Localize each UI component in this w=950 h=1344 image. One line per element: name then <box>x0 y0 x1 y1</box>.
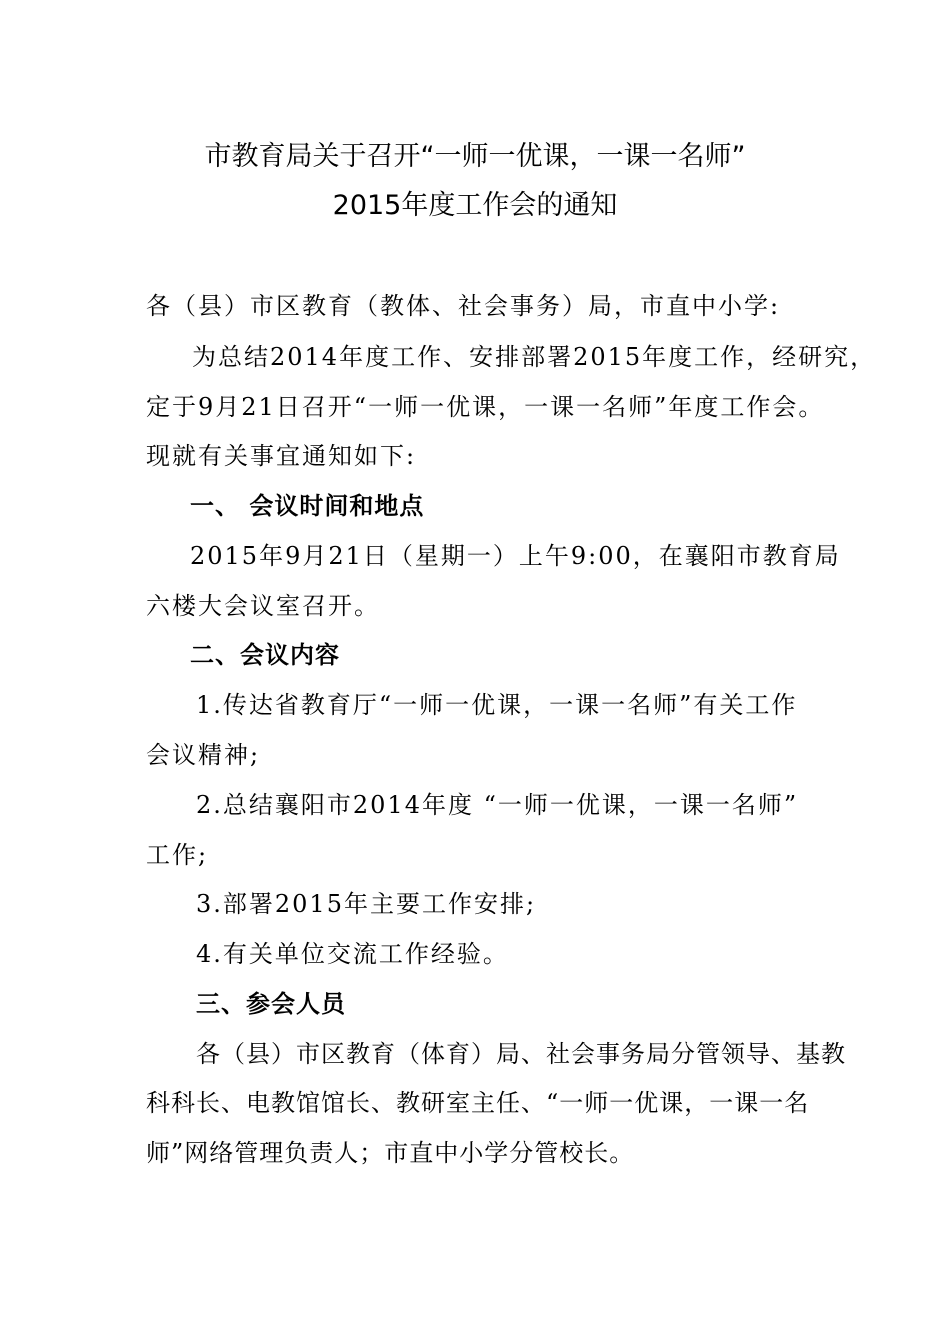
salutation: 各（县）市区教育（教体、社会事务）局，市直中小学: <box>146 292 781 320</box>
section-2-item-1-cont: 会议精神; <box>146 741 261 769</box>
section-2-item-2-cont: 工作; <box>146 841 209 869</box>
section-2-item-1: 1.传达省教育厅“一师一优课，一课一名师”有关工作 <box>196 691 798 719</box>
section-3-line-1: 各（县）市区教育（体育）局、社会事务局分管领导、基教 <box>196 1040 846 1068</box>
section-2-heading: 二、会议内容 <box>190 641 340 669</box>
section-1-heading: 一、 会议时间和地点 <box>190 492 425 520</box>
section-2-item-4: 4.有关单位交流工作经验。 <box>196 940 509 968</box>
section-3-line-2: 科科长、电教馆馆长、教研室主任、“一师一优课，一课一名 <box>146 1089 810 1117</box>
intro-line-3: 现就有关事宜通知如下: <box>146 442 417 470</box>
document-title-line-2: 2015年度工作会的通知 <box>332 190 618 221</box>
intro-line-2: 定于9月21日召开“一师一优课，一课一名师”年度工作会。 <box>146 393 825 421</box>
section-1-line-2: 六楼大会议室召开。 <box>146 592 380 620</box>
section-3-heading: 三、参会人员 <box>196 990 346 1018</box>
section-1-line-1: 2015年9月21日（星期一）上午9:00，在襄阳市教育局 <box>190 542 841 570</box>
intro-line-1: 为总结2014年度工作、安排部署2015年度工作，经研究， <box>192 343 877 371</box>
document-title-line-1: 市教育局关于召开“一师一优课，一课一名师” <box>204 141 746 172</box>
section-3-line-3: 师”网络管理负责人；市直中小学分管校长。 <box>146 1139 635 1167</box>
section-2-item-2: 2.总结襄阳市2014年度 “一师一优课，一课一名师” <box>196 791 799 819</box>
section-2-item-3: 3.部署2015年主要工作安排; <box>196 890 537 918</box>
